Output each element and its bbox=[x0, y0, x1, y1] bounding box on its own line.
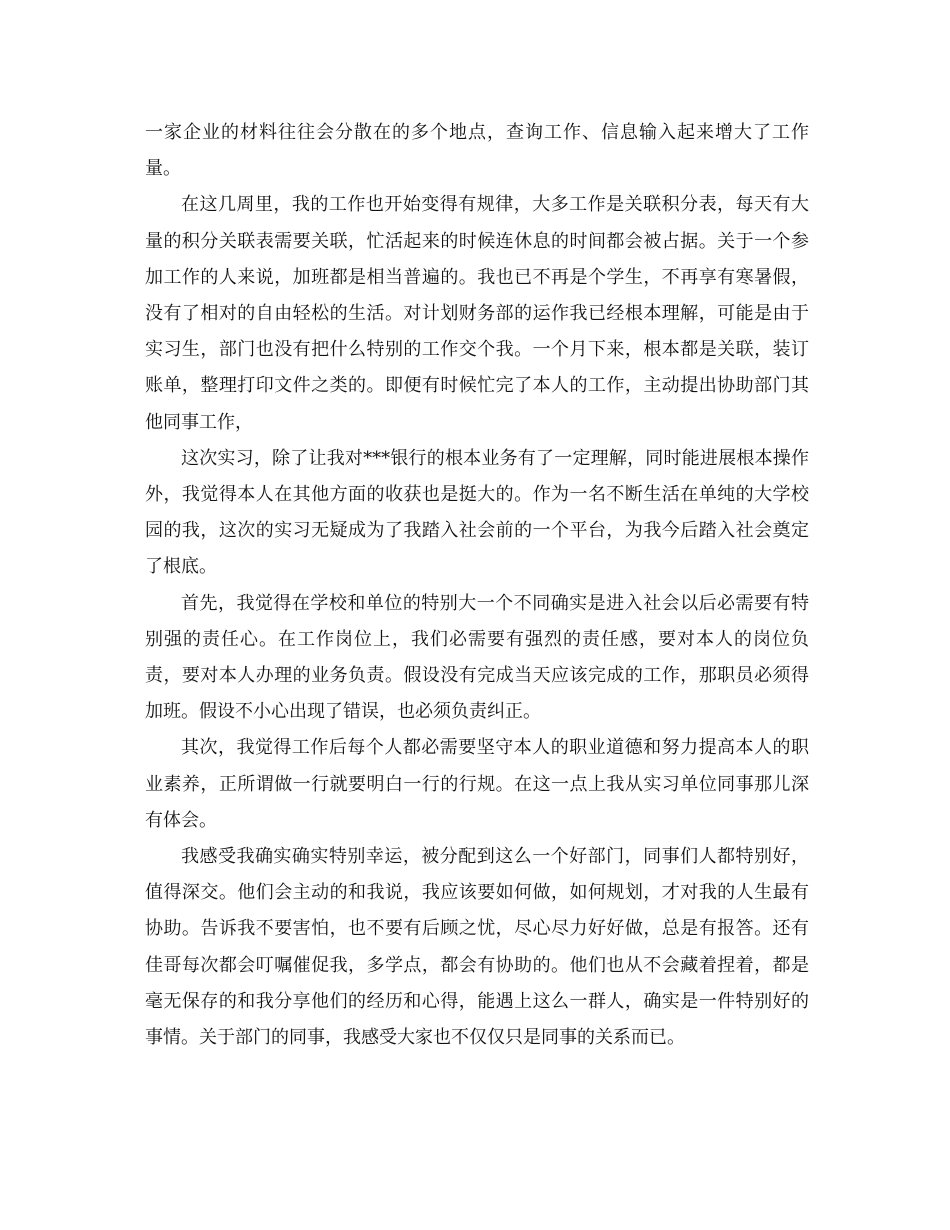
paragraph-colleagues: 我感受我确实确实特别幸运，被分配到这么一个好部门，同事们人都特别好，值得深交。他们会主动的和我说，我应该要如何做，如何规划，才对我的人生最有协助。告诉我不要害怕，也不要有后顾之忧，尽心尽力好好做，总是有报答。还有佳哥每次都会叮嘱催促我，多学点，都会有协助的。他们也从不会藏着捏着，都是毫无保存的和我分享他们的经历和心得，能遇上这么一群人，确实是一件特别好的事情。关于部门的同事，我感受大家也不仅仅只是同事的关系而已。 bbox=[145, 846, 809, 1049]
paragraph-internship-gains: 这次实习，除了让我对***银行的根本业务有了一定理解，同时能进展根本操作外，我觉得本人在其他方面的收获也是挺大的。作为一名不断生活在单纯的大学校园的我，这次的实习无疑成为了我踏入社会前的一个平台，为我今后踏入社会奠定了根底。 bbox=[145, 447, 809, 578]
paragraph-responsibility: 首先，我觉得在学校和单位的特别大一个不同确实是进入社会以后必需要有特别强的责任心。在工作岗位上，我们必需要有强烈的责任感，要对本人的岗位负责，要对本人办理的业务负责。假设没有完成当天应该完成的工作，那职员必须得加班。假设不小心出现了错误，也必须负责纠正。 bbox=[145, 592, 809, 723]
document-body bbox=[145, 115, 809, 1056]
paragraph-continuation: 一家企业的材料往往会分散在的多个地点，查询工作、信息输入起来增大了工作量。 bbox=[145, 122, 809, 180]
paragraph-weekly-work: 在这几周里，我的工作也开始变得有规律，大多工作是关联积分表，每天有大量的积分关联表需要关联，忙活起来的时候连休息的时间都会被占据。关于一个参加工作的人来说，加班都是相当普遍的。我也已不再是个学生，不再享有寒暑假，没有了相对的自由轻松的生活。对计划财务部的运作我已经根本理解，可能是由于实习生，部门也没有把什么特别的工作交个我。一个月下来，根本都是关联，装订账单，整理打印文件之类的。即便有时候忙完了本人的工作，主动提出协助部门其他同事工作， bbox=[145, 194, 809, 433]
paragraph-professional-ethics: 其次，我觉得工作后每个人都必需要坚守本人的职业道德和努力提高本人的职业素养，正所谓做一行就要明白一行的行规。在这一点上我从实习单位同事那儿深有体会。 bbox=[145, 737, 809, 831]
